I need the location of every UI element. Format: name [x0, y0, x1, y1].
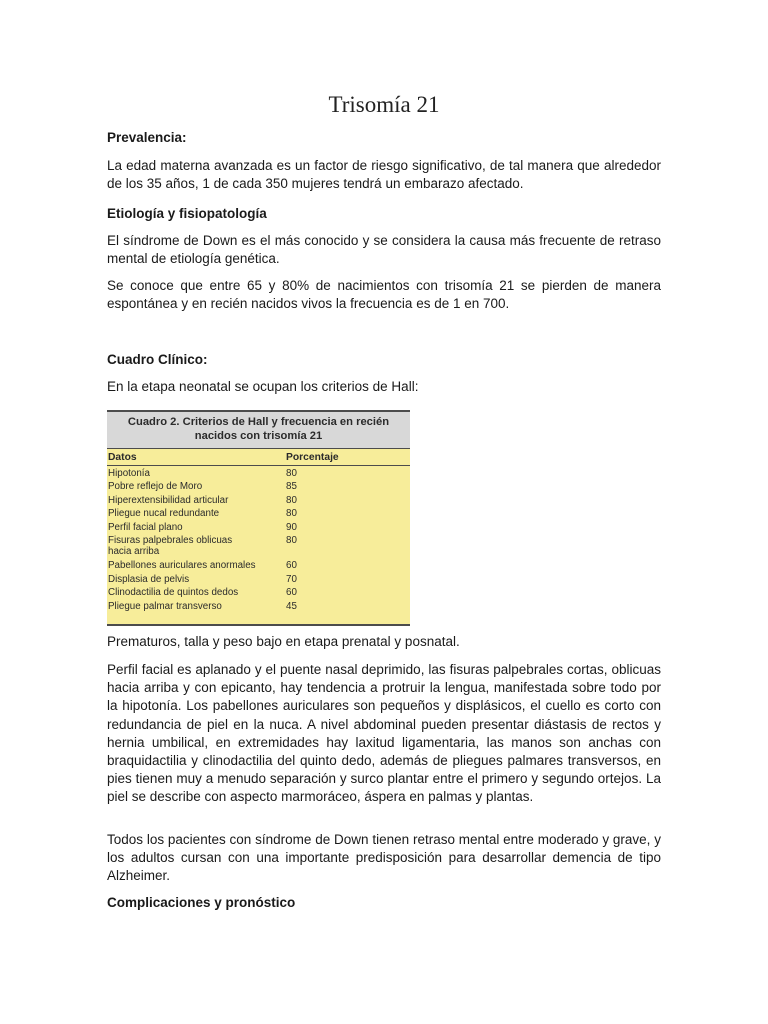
paragraph-etiologia-1: El síndrome de Down es el más conocido y se considera la causa más frecuente de retraso mental de etiología genética.: [107, 233, 661, 267]
cell-porcentaje: 70: [286, 573, 297, 585]
cell-dato: Pliegue palmar transverso: [108, 600, 222, 612]
table-row: [107, 520, 410, 533]
table-header: [107, 448, 410, 466]
hall-criteria-table: [107, 410, 410, 626]
table-row: [107, 585, 410, 598]
cell-dato: Hipotonía: [108, 468, 150, 479]
paragraph-perfil-facial: Perfil facial es aplanado y el puente nasal deprimido, las fisuras palpebrales cortas, oblicuas hacia arriba y con epicanto, hay tendencia a protruir la lengua, manifestada sobre todo por la hipotonía. Los pabellones auriculares son pequeños y displásicos, el cuello es corto con redundancia de piel en la nuca. A nivel abdominal pueden presentar diástasis de rectos y hernia umbilical, en extremidades hay laxitud ligamentaria, las manos son anchas con braquidactilia y clinodactilia del quinto dedo, además de pliegues palmares transversos, en pies tienen muy a menudo separación y surco plantar entre el primero y segundo ortejos. La piel se describe con aspecto marmoráceo, áspera en palmas y plantas.: [107, 662, 661, 805]
cell-dato: Fisuras palpebrales oblicuas hacia arriba: [108, 534, 233, 557]
paragraph-etiologia-2: Se conoce que entre 65 y 80% de nacimientos con trisomía 21 se pierden de manera espontánea y en recién nacidos vivos la frecuencia es de 1 en 700.: [107, 278, 661, 312]
cell-dato: Displasia de pelvis: [108, 573, 190, 585]
cell-dato: Hiperextensibilidad articular: [108, 494, 229, 506]
cell-porcentaje: 60: [286, 560, 297, 572]
table-title-line-1: Cuadro 2. Criterios de Hall y frecuencia en recién: [127, 416, 390, 428]
document-title: Trisomía 21: [328, 92, 440, 117]
cell-porcentaje: 90: [286, 521, 297, 533]
table-row: [107, 479, 410, 492]
cell-porcentaje: 45: [286, 600, 297, 612]
cell-porcentaje: 80: [286, 508, 297, 520]
table-row: [107, 533, 410, 559]
table-title-line-2: nacidos con trisomía 21: [194, 429, 323, 442]
table-title: [107, 412, 410, 448]
heading-prevalencia: Prevalencia:: [107, 130, 187, 145]
cell-dato: Pliegue nucal redundante: [108, 508, 220, 520]
cell-porcentaje: 85: [286, 481, 297, 493]
heading-cuadro-clinico: Cuadro Clínico:: [107, 352, 208, 367]
cell-dato: Clinodactilia de quintos dedos: [108, 587, 239, 599]
paragraph-cuadro-intro: En la etapa neonatal se ocupan los criterios de Hall:: [107, 379, 419, 394]
cell-porcentaje: 80: [286, 494, 297, 506]
cell-porcentaje: 80: [286, 534, 297, 546]
paragraph-prevalencia: La edad materna avanzada es un factor de riesgo significativo, de tal manera que alrededor de los 35 años, 1 de cada 350 mujeres tendrá un embarazo afectado.: [107, 158, 661, 192]
cell-porcentaje: 60: [286, 587, 297, 599]
cell-dato: Pobre reflejo de Moro: [108, 481, 203, 493]
table-row: [107, 493, 410, 506]
cell-porcentaje: 80: [286, 468, 297, 479]
cell-dato: Perfil facial plano: [108, 521, 183, 533]
column-header-porcentaje: Porcentaje: [286, 451, 339, 463]
table-row: [107, 572, 410, 585]
paragraph-retraso-mental: Todos los pacientes con síndrome de Down tienen retraso mental entre moderado y grave, y los adultos cursan con una importante predisposición para desarrollar demencia de tipo Alzheimer.: [107, 832, 661, 884]
table-body: [107, 466, 410, 612]
table-row: [107, 466, 410, 479]
column-header-datos: Datos: [108, 451, 137, 463]
heading-etiologia: Etiología y fisiopatología: [107, 206, 267, 221]
table-row: [107, 506, 410, 519]
heading-complicaciones: Complicaciones y pronóstico: [107, 895, 296, 910]
cell-dato: Pabellones auriculares anormales: [108, 560, 256, 572]
table-row: [107, 558, 410, 571]
paragraph-prematuros: Prematuros, talla y peso bajo en etapa prenatal y posnatal.: [107, 634, 460, 649]
table-row: [107, 599, 410, 612]
